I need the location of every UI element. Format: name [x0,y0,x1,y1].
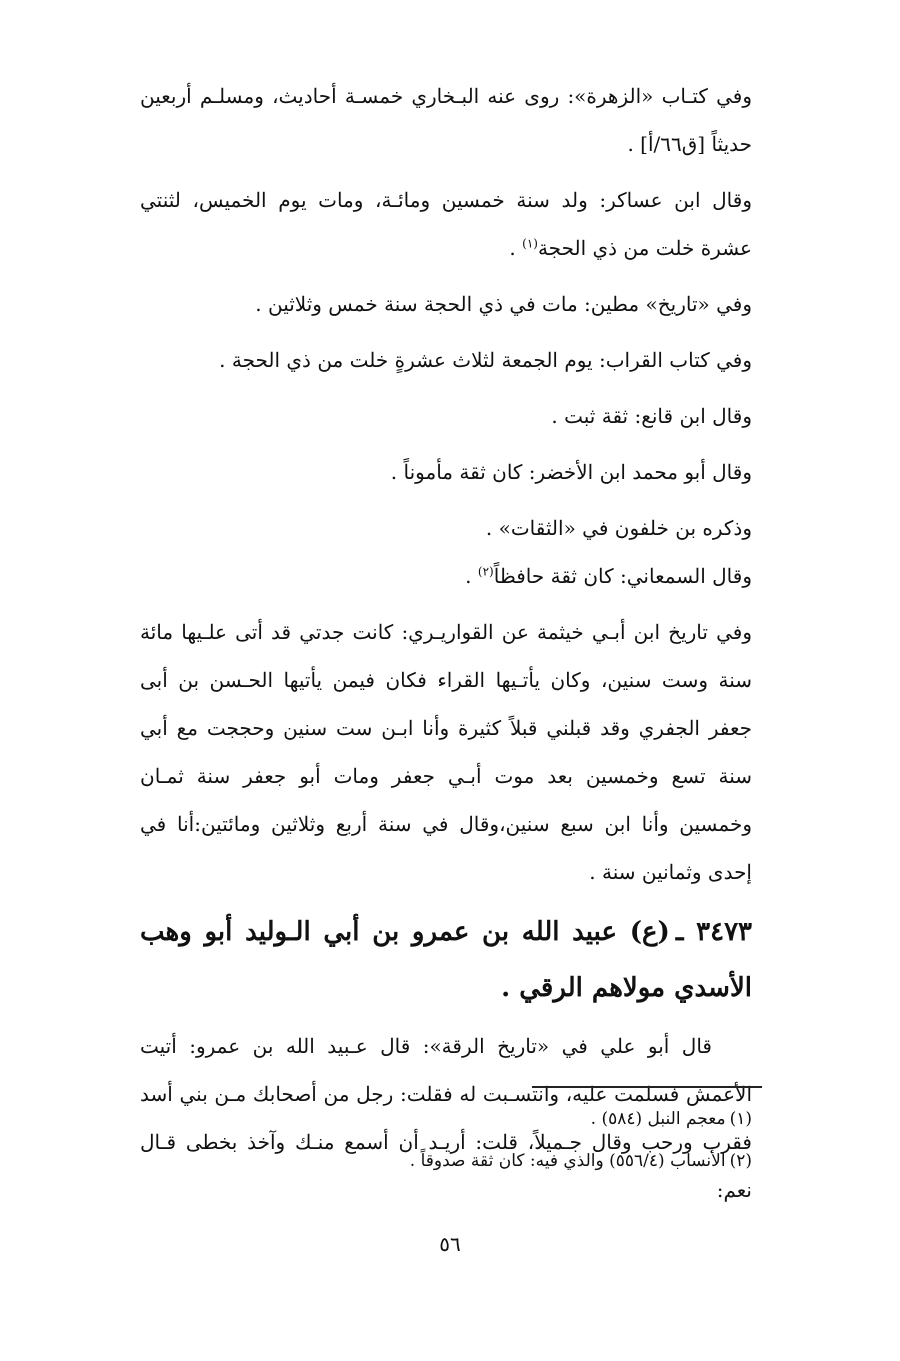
entry-title: (ع) عبيد الله بن عمرو بن أبي الـوليد أبو وهب الأسدي مولاهم الرقي . [140,917,752,1003]
paragraph-mutayyin: وفي «تاريخ» مطين: مات في ذي الحجة سنة خمس وثلاثين . [255,292,752,316]
paragraph-samani [140,552,752,600]
paragraph-qarrab: وفي كتاب القراب: يوم الجمعة لثلاث عشرةٍ خلت من ذي الحجة . [219,348,752,372]
footnote-divider [532,1086,762,1088]
paragraph-ibn-asakir [140,176,752,272]
footnote-marker-1[interactable]: (١) [522,236,538,251]
page-body [140,72,752,1214]
footnote-2 [140,1140,752,1182]
page-number: ٥٦ [439,1232,461,1256]
footnote-1 [140,1098,752,1140]
paragraph-ibn-qani: وقال ابن قانع: ثقة ثبت . [551,404,752,428]
paragraph-ibn-akhdar: وقال أبو محمد ابن الأخضر: كان ثقة مأموناً . [390,460,752,484]
paragraph-tail: . [465,564,478,588]
paragraph-ibn-khalfun: وذكره بن خلفون في «الثقات» . [485,516,752,540]
paragraph-ibn-abi-khaythama: وفي تاريخ ابن أبـي خيثمة عن القواريـري: كانت جدتي قد أتى علـيها مائة سنة وست سنين، وكان يأتـيها القراء فكان فيمن يأتيها الحـسن بن أبى جعفر الجفري وقد قبلني قبلاً كثيرة وأنا ابـن ست سنين وحججت مع أبي سنة تسع وخمسين بعد موت أبـي جعفر ومات أبو جعفر سنة ثمـان وخمسين وأنا ابن سبع سنين،وقال في سنة أربع وثلاثين ومائتين:أنا في إحدى وثمانين سنة . [140,620,752,884]
footnote-text: معجم النبل (٥٨٤) . [590,1109,726,1129]
footnote-marker-2[interactable]: (٢) [477,564,494,579]
entry-heading [140,904,752,1016]
footnote-text: الأنساب (٥٥٦/٤) والذي فيه: كان ثقة صدوقاً . [409,1151,726,1171]
paragraph-text: وقال ابن عساكر: ولد سنة خمسين ومائـة، ومات يوم الخميس، لثنتي عشرة خلت من ذي الحجة [140,188,752,260]
entry-number: ٣٤٧٣ ـ [675,917,752,947]
paragraph-tail: . [509,236,523,260]
entry-paragraph: قال أبو علي في «تاريخ الرقة»: قال عـبيد الله بن عمرو: أتيت الأعمش فسلمت عليه، وانتسـبت له فقلت: رجل من أصحابك مـن بني أسد فقرب ورحب وقال جـميلاً، قلت: أريـد أن أسمع منـك وآخذ بخطى قـال نعم: [140,1034,752,1202]
footnote-number: (٢) [729,1151,752,1171]
paragraph-zahra: وفي كتـاب «الزهرة»: روى عنه البـخاري خمسـة أحاديث، ومسلـم أربعين حديثاً [ق٦٦/أ] . [140,84,752,156]
paragraph-text: وقال السمعاني: كان ثقة حافظاً [493,564,752,588]
footnote-number: (١) [729,1109,752,1129]
footnotes [140,1098,752,1182]
